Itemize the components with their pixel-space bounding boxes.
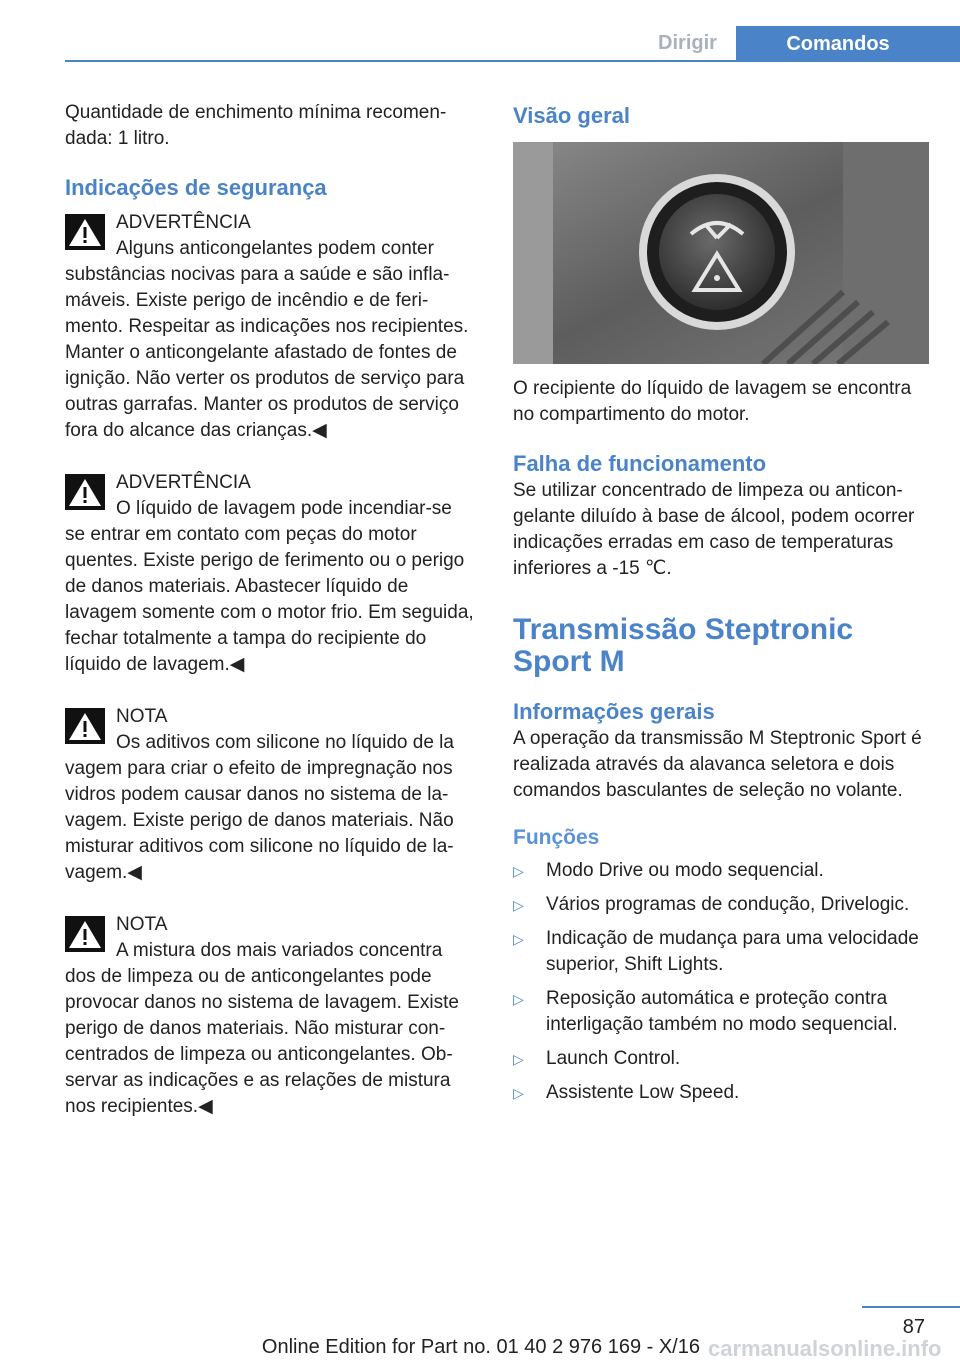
overview-heading: Visão geral [513,103,630,128]
note-text: dos de limpeza ou de anticongelantes pode provocar danos no sistema de lavagem. Existe perigo de danos materiais. Não misturar concentrados de limpeza ou anticongelantes. Observar as indicações e as relações de mistura nos recipientes.◀ [65,966,459,1117]
note-tag: NOTA [116,706,168,727]
list-item: ▷ Vários programas de condução, Drivelogic. [513,892,929,918]
warning-tag: ADVERTÊNCIA [116,472,251,493]
functions-list [513,858,929,1106]
header-rule [65,60,960,62]
bullet-triangle-icon: ▷ [513,897,524,913]
warning-text: se entrar em contato com peças do motor quentes. Existe perigo de ferimento ou o perigo de danos materiais. Abastecer líquido de lavagem somente com o motor frio. Em seguida, fechar totalmente a tampa do recipiente do líquido de lavagem.◀ [65,524,474,675]
watermark: carmanualsonline.info [708,1336,942,1361]
intro-text: Quantidade de enchimento mínima recomendada: 1 litro. [65,102,447,149]
warning-first-line: Alguns anticongelantes podem conter [116,238,434,259]
note-tag: NOTA [116,914,168,935]
edition-text: Online Edition for Part no. 01 40 2 976 169 - X/16 [261,1336,700,1358]
header-chapter-tab: Comandos [736,26,960,62]
washer-reservoir-photo [513,142,929,364]
bullet-triangle-icon: ▷ [513,1051,524,1067]
note-block-2 [65,912,477,1120]
malfunction-text: Se utilizar concentrado de limpeza ou anticongelante diluído à base de álcool, podem ocorrer indicações erradas em caso de temperaturas inferiores a -15 ℃. [513,480,915,579]
warning-first-line: O líquido de lavagem pode incendiar-se [116,498,452,519]
functions-heading: Funções [513,826,600,849]
page-number: 87 [902,1316,925,1338]
malfunction-heading: Falha de funcionamento [513,451,767,476]
note-block-1 [65,704,477,886]
note-text: vagem para criar o efeito de impregnação nos vidros podem causar danos no sistema de lavagem. Existe perigo de danos materiais. Não misturar aditivos com silicone no líquido de lavagem.◀ [65,758,454,883]
warning-triangle-icon [65,474,105,510]
general-text: A operação da transmissão M Steptronic Sport é realizada através da alavanca seletora e dois comandos basculantes de seleção no volante. [513,728,922,801]
overview-text: O recipiente do líquido de lavagem se encontra no compartimento do motor. [513,378,912,425]
header-section: Dirigir [658,32,717,54]
general-heading: Informações gerais [513,699,715,724]
main-heading: Transmissão Steptronic Sport M [513,613,854,678]
warning-tag: ADVERTÊNCIA [116,212,251,233]
footer-rule [862,1306,960,1308]
warning-triangle-icon [65,214,105,250]
list-item: ▷ Indicação de mudança para uma velocidade superior, Shift Lights. [513,928,919,975]
warning-block-1 [65,210,477,444]
note-first-line: A mistura dos mais variados concentra [116,940,443,961]
note-first-line: Os aditivos com silicone no líquido de la [116,732,454,753]
warning-triangle-icon [65,708,105,744]
left-column [65,100,477,1120]
list-item: ▷ Assistente Low Speed. [513,1080,929,1106]
bullet-triangle-icon: ▷ [513,991,524,1007]
list-item: ▷ Modo Drive ou modo sequencial. [513,858,929,884]
bullet-triangle-icon: ▷ [513,1085,524,1101]
warning-block-2 [65,470,477,678]
warning-triangle-icon [65,916,105,952]
safety-heading: Indicações de segurança [65,175,327,200]
bullet-triangle-icon: ▷ [513,931,524,947]
warning-text: substâncias nocivas para a saúde e são inflamáveis. Existe perigo de incêndio e de ferimento. Respeitar as indicações nos recipientes. Manter o anticongelante afastado de fontes de ignição. Não verter os produtos de serviço para outras garrafas. Manter os produtos de serviço fora do alcance das crianças.◀ [65,264,469,441]
list-item: ▷ Launch Control. [513,1046,929,1072]
right-column [513,100,929,1114]
bullet-triangle-icon: ▷ [513,863,524,879]
list-item: ▷ Reposição automática e proteção contra interligação também no modo sequencial. [513,988,898,1035]
